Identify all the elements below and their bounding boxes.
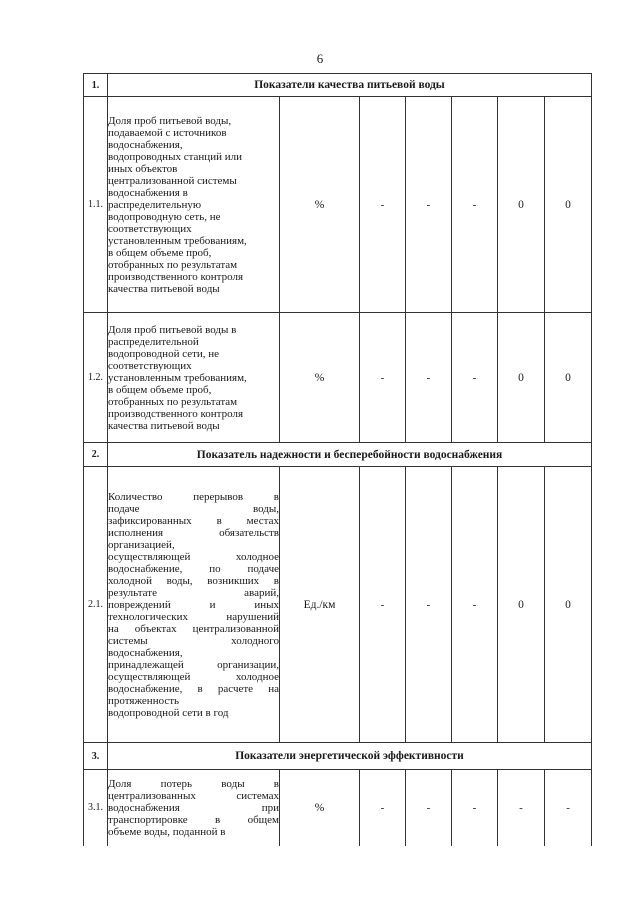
description-line: водоснабжения, [108, 646, 183, 659]
description-line: централизованной системы [108, 174, 237, 187]
row-description [108, 770, 280, 846]
row-number: 1.1. [84, 97, 108, 313]
indicators-table [83, 73, 592, 846]
description-line: водоснабжения в [108, 186, 188, 199]
description-line: водоснабжения при [108, 801, 279, 814]
description-line: водоснабжения, [108, 138, 183, 151]
description-line: системы холодного [108, 634, 279, 647]
description-line: распределительной [108, 335, 199, 348]
description-line: объеме воды, поданной в [108, 825, 226, 838]
value-cell: - [360, 97, 406, 313]
table-row [84, 770, 592, 846]
description-line: качества питьевой воды [108, 282, 220, 295]
description-line: централизованных системах [108, 789, 279, 802]
value-cell: - [452, 770, 498, 846]
value-cell: - [406, 313, 452, 443]
value-cell: 0 [545, 97, 592, 313]
section-title: Показатели качества питьевой воды [108, 74, 592, 97]
row-number: 2.1. [84, 467, 108, 743]
description-line: на объектах централизованной [108, 622, 279, 635]
value-cell: - [360, 313, 406, 443]
description-line: водопроводной сети, не [108, 347, 220, 360]
description-line: отобранных по результатам [108, 395, 238, 408]
row-description [108, 313, 280, 443]
description-line: холодной воды, возникших в [108, 574, 279, 587]
table-row [84, 97, 592, 313]
description-line: исполнения обязательств [108, 526, 279, 539]
description-line: производственного контроля [108, 270, 243, 283]
description-line: подаче воды, [108, 502, 279, 515]
section-title: Показатели энергетической эффективности [108, 743, 592, 770]
description-line: Количество перерывов в [108, 490, 279, 503]
section-number: 3. [84, 743, 108, 770]
description-line: водопроводную сеть, не [108, 210, 221, 223]
description-line: в общем объеме проб, [108, 383, 212, 396]
value-cell: - [360, 770, 406, 846]
section-title: Показатель надежности и бесперебойности водоснабжения [108, 443, 592, 467]
page-number: 6 [316, 51, 324, 66]
section-header-row [84, 74, 592, 97]
row-description [108, 467, 280, 743]
row-number: 3.1. [84, 770, 108, 846]
description-line: Доля потерь воды в [108, 777, 279, 790]
description-line: производственного контроля [108, 407, 243, 420]
description-line: результате аварий, [108, 586, 279, 599]
description-line: осуществляющей холодное [108, 670, 279, 683]
description-line: в общем объеме проб, [108, 246, 212, 259]
description-line: качества питьевой воды [108, 419, 220, 432]
description-line: соответствующих [108, 359, 192, 372]
description-line: организацией, [108, 538, 175, 551]
value-cell: - [452, 97, 498, 313]
description-line: водопроводных станций или [108, 150, 242, 163]
table-row [84, 467, 592, 743]
description-line: подаваемой с источников [108, 126, 227, 139]
value-cell: - [406, 97, 452, 313]
unit-cell: % [280, 313, 360, 443]
description-line: осуществляющей холодное [108, 550, 279, 563]
description-line: протяженность [108, 694, 180, 707]
value-cell: - [498, 770, 545, 846]
value-cell: 0 [498, 467, 545, 743]
description-line: водоснабжение, в расчете на [108, 682, 279, 695]
description-line: зафиксированных в местах [108, 514, 279, 527]
description-line: установленным требованиям, [108, 234, 247, 247]
value-cell: - [452, 313, 498, 443]
value-cell: 0 [545, 467, 592, 743]
value-cell: - [452, 467, 498, 743]
value-cell: - [406, 770, 452, 846]
unit-cell: % [280, 97, 360, 313]
value-cell: 0 [498, 97, 545, 313]
value-cell: 0 [545, 313, 592, 443]
description-line: установленным требованиям, [108, 371, 247, 384]
description-line: распределительную [108, 198, 202, 211]
description-line: водоснабжение, по подаче [108, 562, 279, 575]
value-cell: - [360, 467, 406, 743]
section-number: 2. [84, 443, 108, 467]
section-header-row [84, 743, 592, 770]
row-number: 1.2. [84, 313, 108, 443]
unit-cell: Ед./км [280, 467, 360, 743]
unit-cell: % [280, 770, 360, 846]
section-number: 1. [84, 74, 108, 97]
description-line: Доля проб питьевой воды в [108, 323, 237, 336]
description-line: принадлежащей организации, [108, 658, 279, 671]
value-cell: - [545, 770, 592, 846]
description-line: технологических нарушений [108, 610, 279, 623]
section-header-row [84, 443, 592, 467]
description-line: водопроводной сети в год [108, 706, 229, 719]
description-line: соответствующих [108, 222, 192, 235]
value-cell: 0 [498, 313, 545, 443]
description-line: Доля проб питьевой воды, [108, 114, 232, 127]
value-cell: - [406, 467, 452, 743]
description-line: иных объектов [108, 162, 178, 175]
row-description [108, 97, 280, 313]
description-line: повреждений и иных [108, 598, 279, 611]
description-line: отобранных по результатам [108, 258, 238, 271]
table-row [84, 313, 592, 443]
description-line: транспортировке в общем [108, 813, 279, 826]
